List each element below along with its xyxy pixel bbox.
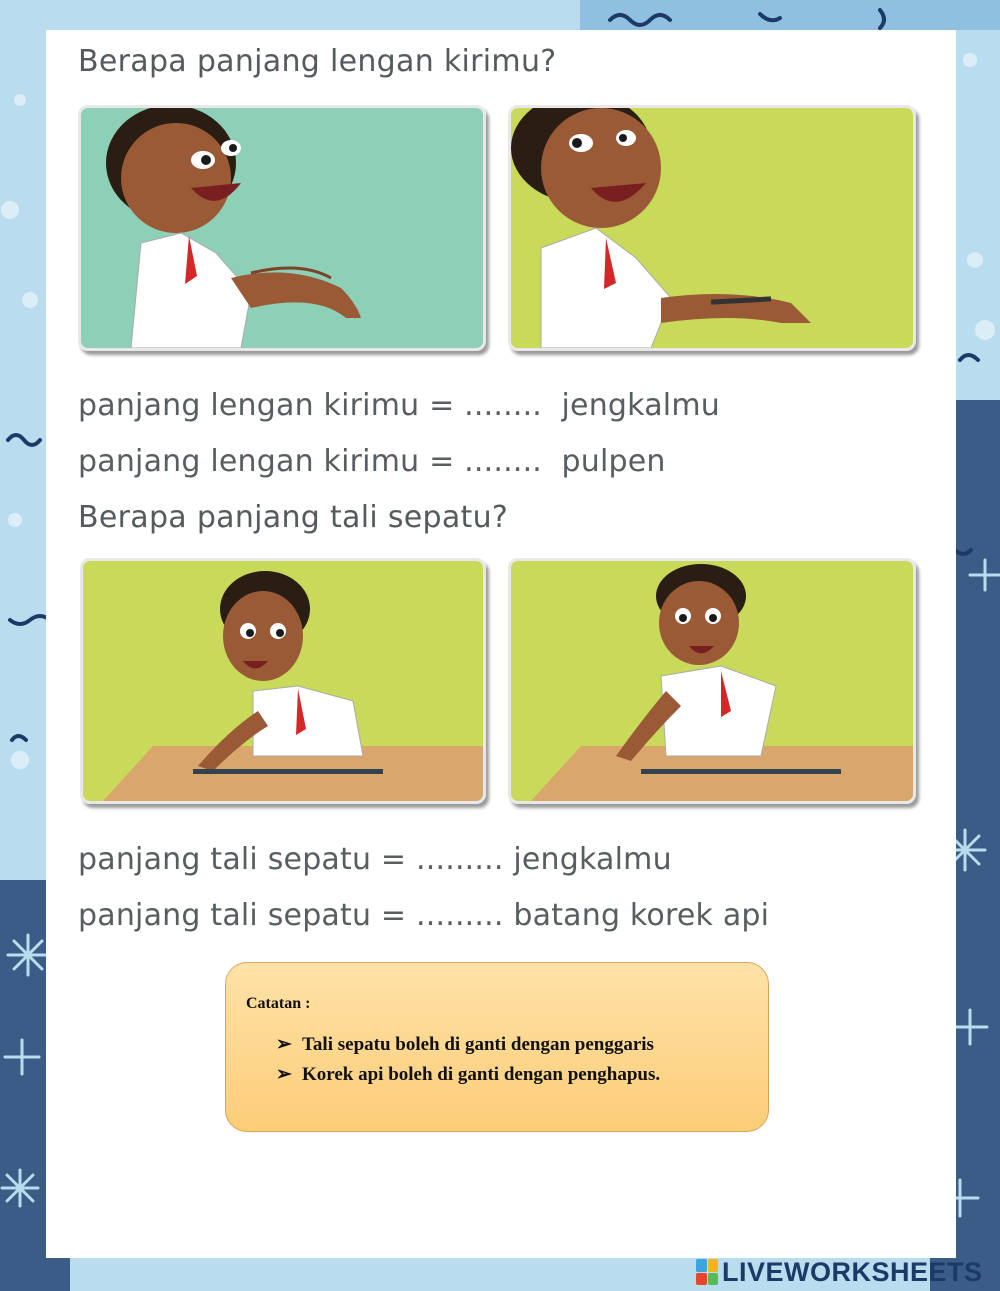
arrow-bullet-icon: ➢: [276, 1064, 292, 1085]
liveworksheets-logo[interactable]: [696, 1256, 983, 1288]
answer-line-shoelace-matchstick: panjang tali sepatu = ......... batang korek api: [78, 898, 770, 933]
list-item: [276, 1063, 660, 1093]
question-shoelace-length: Berapa panjang tali sepatu?: [78, 500, 509, 535]
note-item-text: Korek api boleh di ganti dengan penghapus.: [302, 1064, 661, 1085]
illustration-shoelace-jengkal: [80, 558, 486, 804]
answer-line-arm-pen: panjang lengan kirimu = ........ pulpen: [78, 444, 666, 479]
illustration-shoelace-matchstick: [508, 558, 916, 804]
brand-name: LIVEWORKSHEETS: [722, 1256, 983, 1287]
note-item-text: Tali sepatu boleh di ganti dengan penggaris: [302, 1034, 654, 1055]
note-box: [225, 962, 769, 1132]
illustration-arm-pen: [508, 105, 916, 351]
list-item: [276, 1033, 660, 1063]
liveworksheets-logo-icon: [696, 1259, 718, 1285]
answer-line-shoelace-jengkal: panjang tali sepatu = ......... jengkalmu: [78, 842, 672, 877]
answer-line-arm-jengkal: panjang lengan kirimu = ........ jengkalmu: [78, 388, 720, 423]
note-title: Catatan :: [246, 995, 311, 1012]
note-list: [276, 1033, 660, 1093]
arrow-bullet-icon: ➢: [276, 1034, 292, 1055]
illustration-arm-jengkal: [78, 105, 486, 351]
question-arm-length: Berapa panjang lengan kirimu?: [78, 44, 557, 79]
